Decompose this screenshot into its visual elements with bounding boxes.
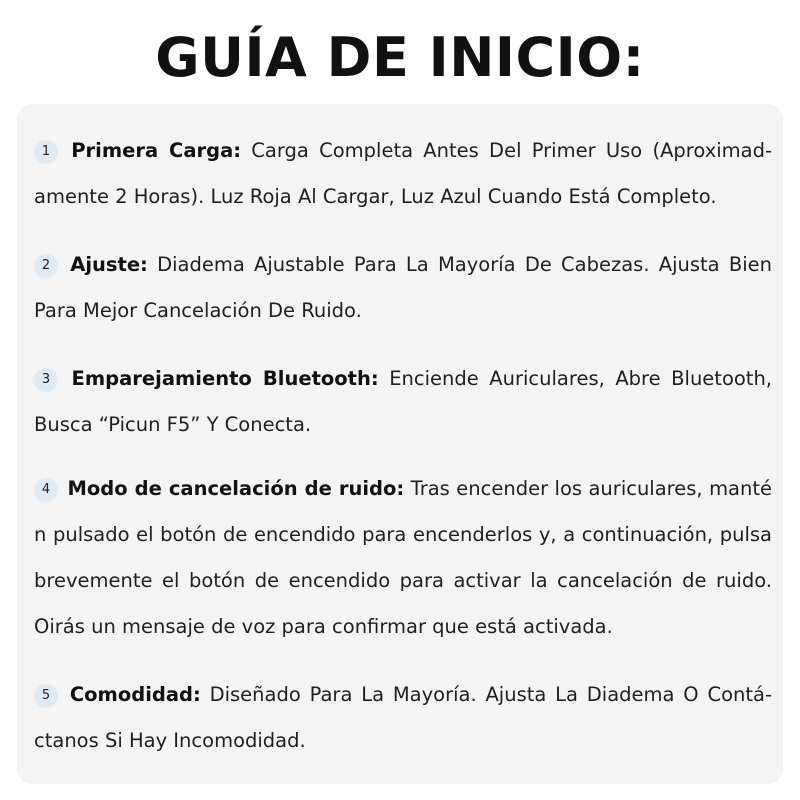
step-text: Carga Completa Antes Del Primer Uso (Aproximad-amente 2 Horas). Luz Roja Al Cargar, Luz Azul Cuando Está Completo. [34, 139, 773, 208]
step-first-charge [34, 128, 772, 220]
step-number-badge: 5 [34, 684, 58, 708]
step-comfort [34, 672, 772, 764]
step-text: Enciende Auriculares, Abre Bluetooth, Busca “Picun F5” Y Conecta. [34, 367, 773, 436]
step-text: Diadema Ajustable Para La Mayoría De Cabezas. Ajusta Bien Para Mejor Cancelación De Ruido. [34, 253, 773, 322]
step-fit [34, 242, 772, 334]
step-bluetooth-pairing [34, 356, 772, 448]
step-text: Tras encender los auriculares, manté n pulsado el botón de encendido para encenderlos y, a continuación, pulsa brevemente el botón de encendido para activar la cancelación de ruido. Oirás un mensaje de voz para confirmar que está activada. [34, 477, 773, 638]
step-number-badge: 3 [34, 368, 58, 392]
step-number-badge: 1 [34, 140, 58, 164]
step-noise-cancelling [34, 466, 772, 650]
step-heading: Comodidad: [69, 683, 201, 706]
step-text: Diseñado Para La Mayoría. Ajusta La Diadema O Contá-ctanos Si Hay Incomodidad. [34, 683, 772, 752]
step-heading: Emparejamiento Bluetooth: [71, 367, 379, 390]
page-title: GUÍA DE INICIO: [155, 26, 645, 89]
step-heading: Ajuste: [70, 253, 148, 276]
step-number-badge: 2 [34, 254, 58, 278]
step-heading: Primera Carga: [71, 139, 242, 162]
step-number-badge: 4 [34, 478, 58, 502]
step-heading: Modo de cancelación de ruido: [67, 477, 405, 500]
